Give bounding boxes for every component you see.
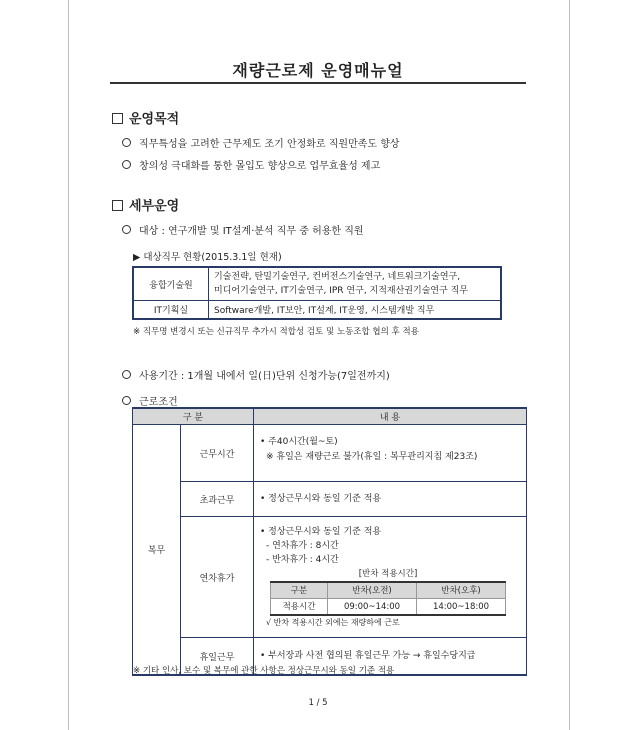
conditions-note: ※ 기타 인사, 보수 및 복무에 관한 사항은 정상근무시와 동일 기준 적용 [133, 666, 395, 676]
half-head-cell: 반차(오후) [417, 582, 506, 599]
duty-table [132, 266, 502, 320]
conditions-heading [122, 393, 178, 408]
duty-note: ※ 직무명 변경시 또는 신규직무 추가시 적합성 검토 및 노동조합 협의 후 적용 [133, 327, 419, 337]
content-line: • 주40시간(월~토) [260, 437, 338, 447]
purpose-item-2-text: 창의성 극대화를 통한 몰입도 향상으로 업무효율성 제고 [139, 161, 381, 172]
table-row [133, 482, 527, 517]
table-row [271, 599, 506, 616]
half-cell: 적용시간 [271, 599, 328, 616]
duty-group-cell: IT기획실 [133, 301, 209, 320]
section-operation-label: 세부운영 [129, 199, 180, 214]
circle-bullet-icon [122, 370, 131, 379]
header-content: 내 용 [254, 408, 527, 425]
operation-target-text: 대상 : 연구개발 및 IT설계·분석 직무 중 허용한 직원 [139, 226, 364, 237]
half-day-title: [반차 적용시간] [358, 569, 418, 579]
row-content-overtime: • 정상근무시와 동일 기준 적용 [254, 482, 527, 517]
row-label-leave: 연차휴가 [181, 517, 254, 638]
table-header-row [133, 408, 527, 425]
table-row [133, 267, 501, 301]
group-cell: 복무 [133, 425, 181, 676]
square-bullet-icon [112, 200, 123, 211]
row-content-leave [254, 517, 527, 638]
purpose-item-1 [122, 135, 400, 150]
content-line: - 반차휴가 : 4시간 [266, 555, 339, 565]
content-line: ※ 휴일은 재량근로 불가(휴일 : 복무관리지침 제23조) [266, 452, 478, 462]
circle-bullet-icon [122, 396, 131, 405]
table-row [133, 425, 527, 482]
section-operation-heading [112, 195, 179, 214]
row-label-work-hours: 근무시간 [181, 425, 254, 482]
content-line: • 정상근무시와 동일 기준 적용 [260, 527, 382, 537]
table-row [133, 301, 501, 320]
purpose-item-2 [122, 157, 380, 172]
operation-period [122, 367, 390, 382]
content-line: - 연차휴가 : 8시간 [266, 541, 339, 551]
half-day-note: √ 반차 적용시간 외에는 재량하에 근로 [266, 618, 400, 627]
circle-bullet-icon [122, 138, 131, 147]
duty-group-cell: 융합기술원 [133, 267, 209, 301]
row-content-work-hours [254, 425, 527, 482]
duty-list-cell [209, 267, 502, 301]
row-label-overtime: 초과근무 [181, 482, 254, 517]
square-bullet-icon [112, 113, 123, 124]
half-day-table [270, 581, 506, 616]
operation-period-text: 사용기간 : 1개월 내에서 일(日)단위 신청가능(7일전까지) [139, 371, 390, 382]
half-cell: 09:00~14:00 [328, 599, 417, 616]
document-title: 재량근로제 운영매뉴얼 [232, 61, 404, 80]
header-category: 구 분 [133, 408, 254, 425]
title-underline [110, 82, 526, 84]
table-header-row [271, 582, 506, 599]
purpose-item-1-text: 직무특성을 고려한 근무제도 조기 안정화로 직원만족도 향상 [139, 139, 400, 150]
duty-status-title: ▶ 대상직무 현황(2015.3.1일 현재) [133, 252, 282, 263]
section-purpose-label: 운영목적 [129, 112, 180, 127]
circle-bullet-icon [122, 160, 131, 169]
operation-target [122, 222, 364, 237]
row-content-holiday: • 부서장과 사전 협의된 휴일근무 가능 → 휴일수당지급 [254, 638, 527, 676]
row-label-holiday: 휴일근무 [181, 638, 254, 676]
conditions-heading-text: 근로조건 [139, 397, 178, 408]
half-head-cell: 구분 [271, 582, 328, 599]
table-row [133, 517, 527, 638]
page-number: 1 / 5 [308, 698, 328, 708]
duty-list-cell: Software개발, IT보안, IT설계, IT운영, 시스템개발 직무 [209, 301, 502, 320]
duty-line: 미디어기술연구, IT기술연구, IPR 연구, 지적재산권기술연구 직무 [214, 286, 469, 296]
conditions-table [132, 407, 527, 676]
half-head-cell: 반차(오전) [328, 582, 417, 599]
section-purpose-heading [112, 108, 179, 127]
circle-bullet-icon [122, 225, 131, 234]
half-cell: 14:00~18:00 [417, 599, 506, 616]
duty-line: 기술전략, 탄밀기술연구, 컨버전스기술연구, 네트워크기술연구, [214, 272, 461, 282]
